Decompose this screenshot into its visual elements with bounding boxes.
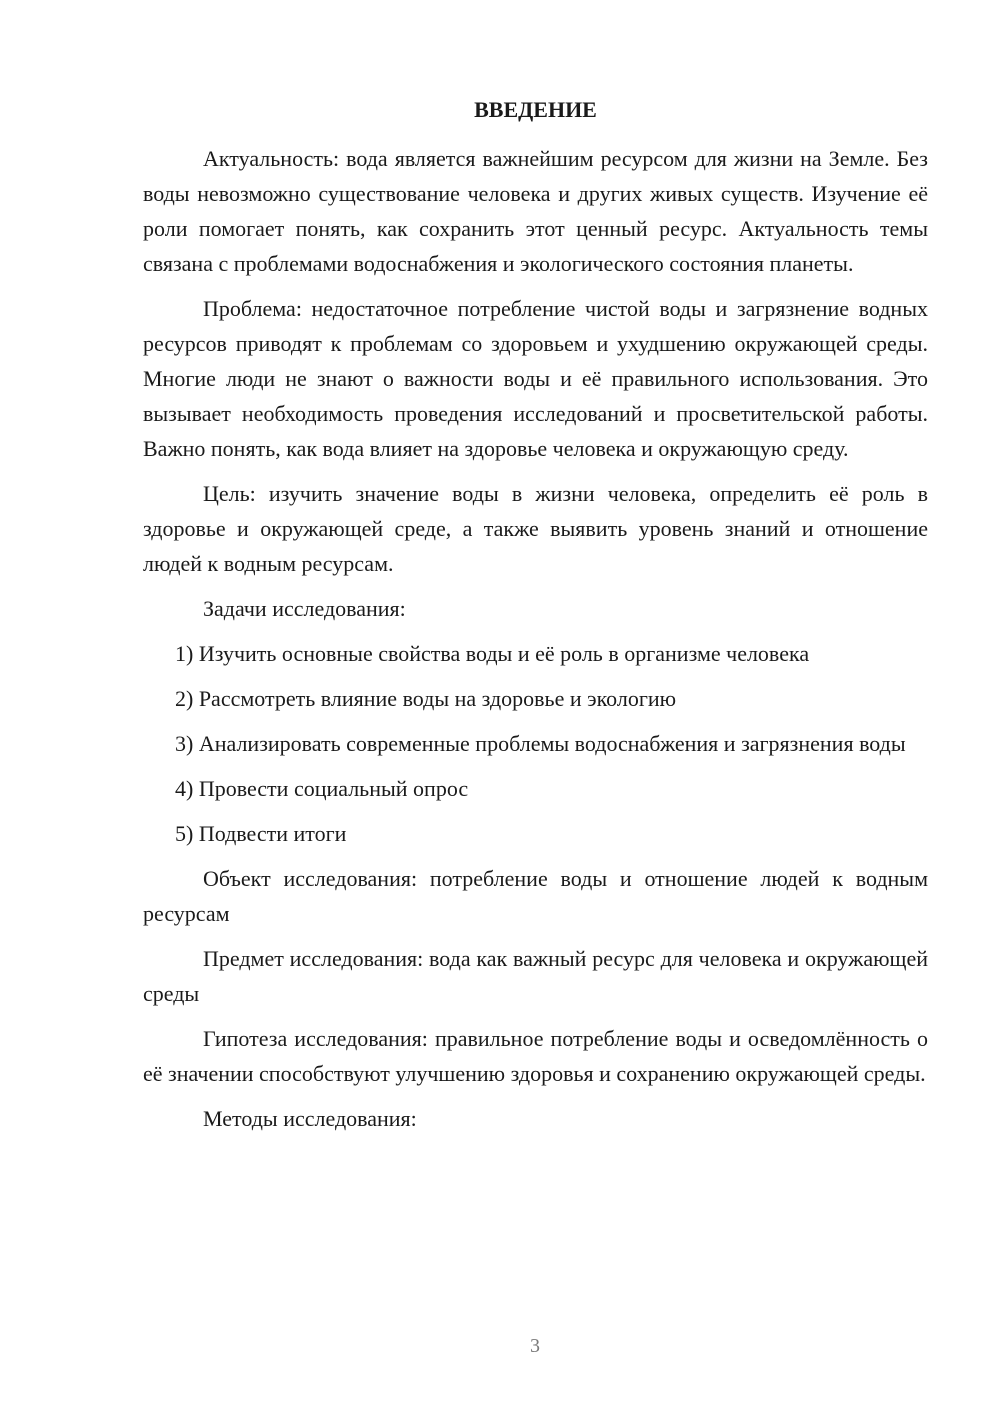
paragraph-object: Объект исследования: потребление воды и отношение людей к водным ресурсам (143, 866, 928, 926)
section-title: ВВЕДЕНИЕ (474, 97, 597, 122)
paragraph-problem: Проблема: недостаточное потребление чистой воды и загрязнение водных ресурсов приводят к проблемам со здоровьем и ухудшению окружающей среды. Многие люди не знают о важности воды и её правильного использования. Это вызывает необходимость проведения исследований и просветительской работы. Важно понять, как вода влияет на здоровье человека и окружающую среду. (143, 296, 928, 461)
task-item-5: 5) Подвести итоги (175, 821, 347, 846)
paragraph-subject: Предмет исследования: вода как важный ресурс для человека и окружающей среды (143, 946, 928, 1006)
task-item-3: 3) Анализировать современные проблемы водоснабжения и загрязнения воды (175, 731, 906, 756)
paragraph-relevance: Актуальность: вода является важнейшим ресурсом для жизни на Земле. Без воды невозможно существование человека и других живых существ. Изучение её роли помогает понять, как сохранить этот ценный ресурс. Актуальность темы связана с проблемами водоснабжения и экологического состояния планеты. (143, 146, 928, 276)
task-item-1: 1) Изучить основные свойства воды и её роль в организме человека (175, 641, 810, 666)
paragraph-goal: Цель: изучить значение воды в жизни человека, определить её роль в здоровье и окружающей среде, а также выявить уровень знаний и отношение людей к водным ресурсам. (143, 481, 928, 576)
task-item-2: 2) Рассмотреть влияние воды на здоровье и экологию (175, 686, 677, 711)
page-content (143, 95, 928, 1146)
page-number: 3 (530, 1335, 540, 1357)
methods-heading: Методы исследования: (203, 1106, 417, 1131)
tasks-heading: Задачи исследования: (203, 596, 406, 621)
task-item-4: 4) Провести социальный опрос (175, 776, 469, 801)
paragraph-hypothesis: Гипотеза исследования: правильное потребление воды и осведомлённость о её значении способствуют улучшению здоровья и сохранению окружающей среды. (143, 1026, 928, 1086)
